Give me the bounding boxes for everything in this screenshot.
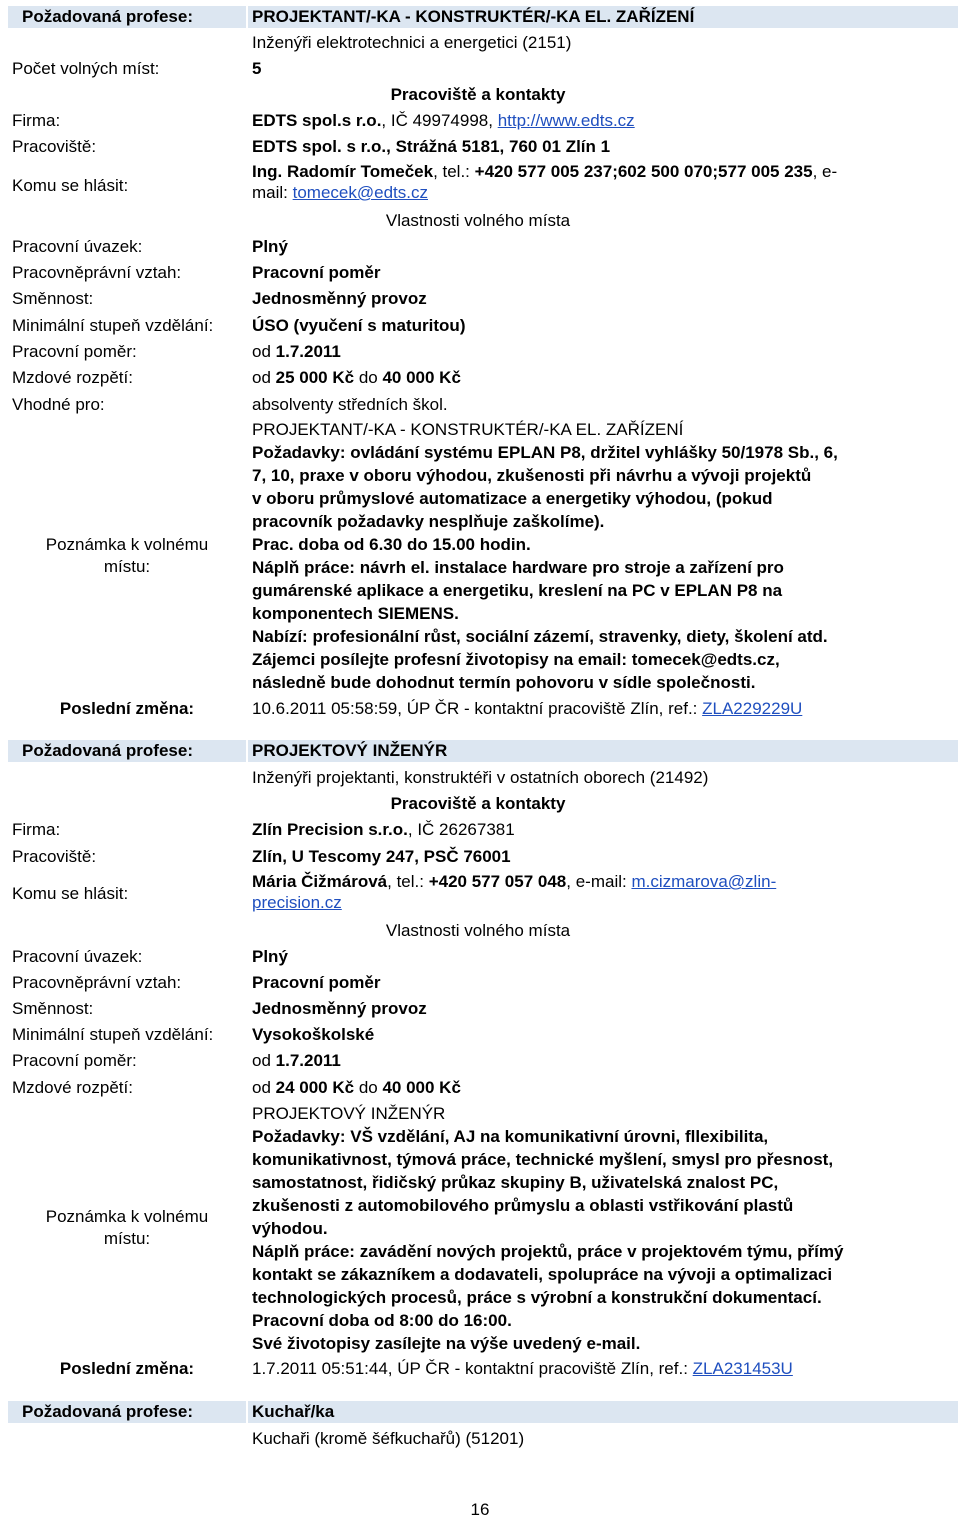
- start-prefix: od: [252, 342, 276, 361]
- profession-value: PROJEKTOVÝ INŽENÝR: [248, 740, 958, 762]
- note-line: v oboru průmyslové automatizace a energetiky výhodou, (pokud: [252, 489, 773, 508]
- note-line: 7, 10, praxe v oboru výhodou, zkušenosti při návrhu a vývoji projektů: [252, 466, 812, 485]
- contact-email-link[interactable]: tomecek@edts.cz: [292, 183, 428, 202]
- note-line: následně bude dohodnut termín pohovoru v sídle společnosti.: [252, 673, 756, 692]
- vacancies-label: Počet volných míst:: [12, 59, 160, 78]
- note-line: samostatnost, řidičský průkaz skupiny B, uživatelská znalost PC,: [252, 1173, 779, 1192]
- note-line: Zájemci posílejte profesní životopisy na email: tomecek@edts.cz,: [252, 650, 780, 669]
- ref-link[interactable]: ZLA231453U: [692, 1359, 793, 1378]
- salary-from-label: od: [252, 368, 276, 387]
- section-workplace-heading: Pracoviště a kontakty: [390, 85, 566, 104]
- contact-value: [252, 871, 776, 913]
- start-label: Pracovní poměr:: [12, 342, 137, 361]
- note-line: Náplň práce: návrh el. instalace hardware pro stroje a zařízení pro: [252, 558, 784, 577]
- contact-tel-label: , tel.:: [387, 872, 429, 891]
- start-value: [252, 1050, 341, 1072]
- note-line: Náplň práce: zavádění nových projektů, práce v projektovém týmu, přímý: [252, 1242, 844, 1261]
- start-date: 1.7.2011: [275, 1051, 341, 1070]
- last-change-text: 1.7.2011 05:51:44, ÚP ČR - kontaktní pracoviště Zlín, ref.:: [252, 1359, 693, 1378]
- contact-email-label-1: , e-: [812, 162, 838, 181]
- salary-to-label: do: [354, 368, 383, 387]
- start-date: 1.7.2011: [275, 342, 341, 361]
- last-change-value: [252, 1358, 793, 1380]
- company-value: [252, 819, 515, 841]
- relation-label: Pracovněprávní vztah:: [12, 263, 182, 282]
- note-line: gumárenské aplikace a energetiku, kreslení na PC v EPLAN P8 na: [252, 581, 783, 600]
- note-line: Požadavky: VŠ vzdělání, AJ na komunikativní úrovni, fllexibilita,: [252, 1127, 769, 1146]
- suitable-label: Vhodné pro:: [12, 395, 105, 414]
- workplace-value: [252, 136, 610, 158]
- contact-tel-label: , tel.:: [433, 162, 475, 181]
- note-line: kontakt se zákazníkem a dodavateli, spolupráce na vývoji a optimalizaci: [252, 1265, 833, 1284]
- contact-email-link-cont[interactable]: precision.cz: [252, 893, 342, 912]
- note-line: komunikativnost, týmová práce, technické myšlení, smysl pro přesnost,: [252, 1150, 834, 1169]
- note-label: Poznámka k volnému místu:: [45, 1207, 209, 1248]
- section-workplace-heading: Pracoviště a kontakty: [390, 794, 566, 813]
- contact-label: Komu se hlásit:: [12, 884, 129, 903]
- note-line: Pracovní doba od 8:00 do 16:00.: [252, 1311, 512, 1330]
- salary-to: 40 000 Kč: [382, 368, 461, 387]
- relation-label: Pracovněprávní vztah:: [12, 973, 182, 992]
- company-label: Firma:: [12, 820, 61, 839]
- company-name: EDTS spol.s r.o.: [252, 111, 382, 130]
- company-url-link[interactable]: http://www.edts.cz: [497, 111, 635, 130]
- workplace-name: EDTS spol. s r.o.: [252, 137, 387, 156]
- shift-label: Směnnost:: [12, 289, 94, 308]
- ref-link[interactable]: ZLA229229U: [702, 699, 803, 718]
- suitable-value: absolventy středních škol.: [252, 395, 448, 414]
- note-line: technologických procesů, práce s výrobní a konstrukční dokumentací.: [252, 1288, 822, 1307]
- shift-label: Směnnost:: [12, 999, 94, 1018]
- contact-name: Ing. Radomír Tomeček: [252, 162, 434, 181]
- note-line: zkušenosti z automobilového průmyslu a oblasti vstřikování plastů: [252, 1196, 794, 1215]
- company-label: Firma:: [12, 111, 61, 130]
- education-label: Minimální stupeň vzdělání:: [12, 1025, 214, 1044]
- workplace-label: Pracoviště:: [12, 137, 97, 156]
- salary-from: 24 000 Kč: [275, 1078, 355, 1097]
- shift-value: Jednosměnný provoz: [252, 289, 427, 308]
- education-value: Vysokoškolské: [252, 1025, 375, 1044]
- relation-value: Pracovní poměr: [252, 263, 381, 282]
- last-change-text: 10.6.2011 05:58:59, ÚP ČR - kontaktní pracoviště Zlín, ref.:: [252, 699, 703, 718]
- contact-email-label-2: mail:: [252, 183, 293, 202]
- section-props-heading: Vlastnosti volného místa: [385, 921, 571, 940]
- last-change-label: Poslední změna:: [59, 699, 195, 718]
- profession-label: Požadovaná profese:: [8, 740, 246, 762]
- contact-value: [252, 161, 837, 203]
- contact-email-label: , e-mail:: [566, 872, 632, 891]
- profession-value: Kuchař/ka: [248, 1401, 958, 1423]
- shift-value: Jednosměnný provoz: [252, 999, 427, 1018]
- contact-phone: +420 577 057 048: [428, 872, 567, 891]
- profession-label: Požadovaná profese:: [8, 1401, 246, 1423]
- education-label: Minimální stupeň vzdělání:: [12, 316, 214, 335]
- salary-label: Mzdové rozpětí:: [12, 1078, 133, 1097]
- profession-category: Kuchaři (kromě šéfkuchařů) (51201): [252, 1429, 525, 1448]
- contact-phones: +420 577 005 237;602 500 070;577 005 235: [474, 162, 813, 181]
- note-line: komponentech SIEMENS.: [252, 604, 459, 623]
- note-line: Požadavky: ovládání systému EPLAN P8, držitel vyhlášky 50/1978 Sb., 6,: [252, 443, 838, 462]
- page-number: 16: [470, 1500, 490, 1519]
- salary-from-label: od: [252, 1078, 276, 1097]
- note-line: Nabízí: profesionální růst, sociální zázemí, stravenky, diety, školení atd.: [252, 627, 828, 646]
- company-name: Zlín Precision s.r.o.: [252, 820, 408, 839]
- salary-from: 25 000 Kč: [275, 368, 355, 387]
- note-line: Prac. doba od 6.30 do 15.00 hodin.: [252, 535, 531, 554]
- note-line: PROJEKTOVÝ INŽENÝR: [252, 1104, 446, 1123]
- profession-category: Inženýři projektanti, konstruktéři v ostatních oborech (21492): [252, 768, 709, 787]
- start-prefix: od: [252, 1051, 276, 1070]
- relation-value: Pracovní poměr: [252, 973, 381, 992]
- profession-label: Požadovaná profese:: [8, 6, 246, 28]
- workplace-address: , Strážná 5181, 760 01 Zlín 1: [386, 137, 611, 156]
- company-value: [252, 110, 635, 132]
- workplace-value: Zlín, U Tescomy 247, PSČ 76001: [252, 847, 511, 866]
- last-change-label: Poslední změna:: [59, 1359, 195, 1378]
- start-value: [252, 341, 341, 363]
- workload-label: Pracovní úvazek:: [12, 237, 143, 256]
- start-label: Pracovní poměr:: [12, 1051, 137, 1070]
- last-change-value: [252, 698, 802, 720]
- note-line: pracovník požadavky nesplňuje zaškolíme).: [252, 512, 605, 531]
- contact-label: Komu se hlásit:: [12, 176, 129, 195]
- workload-value: Plný: [252, 947, 288, 966]
- vacancies-value: 5: [252, 59, 262, 78]
- section-props-heading: Vlastnosti volného místa: [385, 211, 571, 230]
- salary-to-label: do: [354, 1078, 383, 1097]
- company-ic: , IČ 26267381: [407, 820, 515, 839]
- note-text: [252, 418, 952, 694]
- education-value: ÚSO (vyučení s maturitou): [252, 316, 466, 335]
- note-line: PROJEKTANT/-KA - KONSTRUKTÉR/-KA EL. ZAŘÍZENÍ: [252, 420, 684, 439]
- note-text: [252, 1102, 952, 1355]
- workload-value: Plný: [252, 237, 288, 256]
- note-label: Poznámka k volnému místu:: [45, 535, 209, 576]
- salary-value: [252, 1077, 461, 1099]
- contact-name: Mária Čižmárová: [252, 872, 388, 891]
- salary-value: [252, 367, 461, 389]
- contact-email-link[interactable]: m.cizmarova@zlin-: [631, 872, 777, 891]
- salary-to: 40 000 Kč: [382, 1078, 461, 1097]
- company-ic: , IČ 49974998,: [381, 111, 498, 130]
- workplace-label: Pracoviště:: [12, 847, 97, 866]
- workload-label: Pracovní úvazek:: [12, 947, 143, 966]
- note-line: Své životopisy zasílejte na výše uvedený e-mail.: [252, 1334, 641, 1353]
- profession-category: Inženýři elektrotechnici a energetici (2151): [252, 33, 572, 52]
- profession-value: PROJEKTANT/-KA - KONSTRUKTÉR/-KA EL. ZAŘÍZENÍ: [248, 6, 958, 28]
- note-line: výhodou.: [252, 1219, 328, 1238]
- salary-label: Mzdové rozpětí:: [12, 368, 133, 387]
